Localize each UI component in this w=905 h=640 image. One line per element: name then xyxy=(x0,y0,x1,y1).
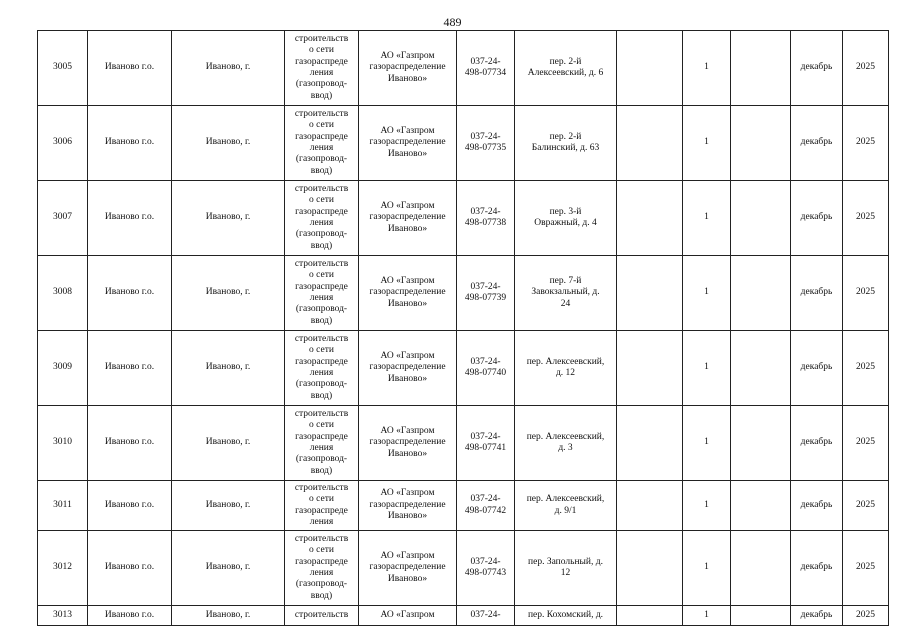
quantity-cell: 1 xyxy=(683,331,731,406)
organization-cell: АО «Газпром газораспределение Иваново» xyxy=(359,331,457,406)
row-number: 3006 xyxy=(38,106,88,181)
locality-cell: Иваново, г. xyxy=(172,256,285,331)
registry-code-cell: 037-24- 498-07743 xyxy=(457,531,515,606)
empty-cell xyxy=(617,256,683,331)
quantity-cell: 1 xyxy=(683,531,731,606)
locality-cell: Иваново, г. xyxy=(172,31,285,106)
quantity-cell: 1 xyxy=(683,181,731,256)
quantity-cell: 1 xyxy=(683,31,731,106)
empty-cell xyxy=(617,481,683,531)
registry-code-cell: 037-24- 498-07735 xyxy=(457,106,515,181)
year-cell: 2025 xyxy=(843,331,889,406)
empty-cell xyxy=(617,106,683,181)
work-type-cell: строительств о сети газораспреде ления xyxy=(285,481,359,531)
empty-cell xyxy=(617,181,683,256)
address-cell: пер. Алексеевский, д. 9/1 xyxy=(515,481,617,531)
work-type-cell: строительств xyxy=(285,606,359,626)
locality-cell: Иваново, г. xyxy=(172,606,285,626)
month-cell: декабрь xyxy=(791,331,843,406)
month-cell: декабрь xyxy=(791,256,843,331)
locality-cell: Иваново, г. xyxy=(172,531,285,606)
month-cell: декабрь xyxy=(791,31,843,106)
empty-cell xyxy=(731,181,791,256)
year-cell: 2025 xyxy=(843,481,889,531)
empty-cell xyxy=(617,606,683,626)
row-number: 3009 xyxy=(38,331,88,406)
month-cell: декабрь xyxy=(791,406,843,481)
empty-cell xyxy=(617,531,683,606)
table-row xyxy=(38,106,889,181)
quantity-cell: 1 xyxy=(683,481,731,531)
organization-cell: АО «Газпром газораспределение Иваново» xyxy=(359,106,457,181)
row-number: 3013 xyxy=(38,606,88,626)
registry-code-cell: 037-24- 498-07741 xyxy=(457,406,515,481)
address-cell: пер. Запольный, д. 12 xyxy=(515,531,617,606)
organization-cell: АО «Газпром газораспределение Иваново» xyxy=(359,531,457,606)
year-cell: 2025 xyxy=(843,531,889,606)
year-cell: 2025 xyxy=(843,31,889,106)
quantity-cell: 1 xyxy=(683,106,731,181)
empty-cell xyxy=(731,331,791,406)
organization-cell: АО «Газпром газораспределение Иваново» xyxy=(359,181,457,256)
address-cell: пер. Алексеевский, д. 3 xyxy=(515,406,617,481)
page-number: 489 xyxy=(443,15,462,29)
locality-cell: Иваново, г. xyxy=(172,331,285,406)
address-cell: пер. 7-й Завокзальный, д. 24 xyxy=(515,256,617,331)
quantity-cell: 1 xyxy=(683,606,731,626)
table-row xyxy=(38,481,889,531)
address-cell: пер. Алексеевский, д. 12 xyxy=(515,331,617,406)
empty-cell xyxy=(731,606,791,626)
month-cell: декабрь xyxy=(791,531,843,606)
district-cell: Иваново г.о. xyxy=(88,106,172,181)
district-cell: Иваново г.о. xyxy=(88,256,172,331)
district-cell: Иваново г.о. xyxy=(88,331,172,406)
empty-cell xyxy=(617,406,683,481)
table-row xyxy=(38,531,889,606)
registry-code-cell: 037-24- xyxy=(457,606,515,626)
address-cell: пер. 2-й Балинский, д. 63 xyxy=(515,106,617,181)
work-type-cell: строительств о сети газораспреде ления (газопровод- ввод) xyxy=(285,331,359,406)
data-table xyxy=(37,30,889,626)
month-cell: декабрь xyxy=(791,481,843,531)
table-row xyxy=(38,606,889,626)
registry-code-cell: 037-24- 498-07734 xyxy=(457,31,515,106)
work-type-cell: строительств о сети газораспреде ления (газопровод- ввод) xyxy=(285,181,359,256)
table-row xyxy=(38,406,889,481)
work-type-cell: строительств о сети газораспреде ления (газопровод- ввод) xyxy=(285,256,359,331)
address-cell: пер. 3-й Овражный, д. 4 xyxy=(515,181,617,256)
work-type-cell: строительств о сети газораспреде ления (газопровод- ввод) xyxy=(285,406,359,481)
registry-code-cell: 037-24- 498-07739 xyxy=(457,256,515,331)
empty-cell xyxy=(617,331,683,406)
row-number: 3005 xyxy=(38,31,88,106)
year-cell: 2025 xyxy=(843,406,889,481)
registry-code-cell: 037-24- 498-07740 xyxy=(457,331,515,406)
table-row xyxy=(38,181,889,256)
quantity-cell: 1 xyxy=(683,406,731,481)
organization-cell: АО «Газпром газораспределение Иваново» xyxy=(359,31,457,106)
organization-cell: АО «Газпром xyxy=(359,606,457,626)
empty-cell xyxy=(731,31,791,106)
organization-cell: АО «Газпром газораспределение Иваново» xyxy=(359,481,457,531)
row-number: 3007 xyxy=(38,181,88,256)
empty-cell xyxy=(617,31,683,106)
registry-code-cell: 037-24- 498-07738 xyxy=(457,181,515,256)
empty-cell xyxy=(731,531,791,606)
quantity-cell: 1 xyxy=(683,256,731,331)
work-type-cell: строительств о сети газораспреде ления (газопровод- ввод) xyxy=(285,106,359,181)
row-number: 3012 xyxy=(38,531,88,606)
empty-cell xyxy=(731,481,791,531)
district-cell: Иваново г.о. xyxy=(88,531,172,606)
row-number: 3011 xyxy=(38,481,88,531)
address-cell: пер. 2-й Алексеевский, д. 6 xyxy=(515,31,617,106)
district-cell: Иваново г.о. xyxy=(88,606,172,626)
year-cell: 2025 xyxy=(843,256,889,331)
table-row xyxy=(38,31,889,106)
locality-cell: Иваново, г. xyxy=(172,406,285,481)
locality-cell: Иваново, г. xyxy=(172,481,285,531)
table-row xyxy=(38,256,889,331)
address-cell: пер. Кохомский, д. xyxy=(515,606,617,626)
organization-cell: АО «Газпром газораспределение Иваново» xyxy=(359,256,457,331)
locality-cell: Иваново, г. xyxy=(172,106,285,181)
year-cell: 2025 xyxy=(843,106,889,181)
empty-cell xyxy=(731,256,791,331)
district-cell: Иваново г.о. xyxy=(88,406,172,481)
year-cell: 2025 xyxy=(843,181,889,256)
district-cell: Иваново г.о. xyxy=(88,31,172,106)
district-cell: Иваново г.о. xyxy=(88,181,172,256)
row-number: 3010 xyxy=(38,406,88,481)
year-cell: 2025 xyxy=(843,606,889,626)
month-cell: декабрь xyxy=(791,181,843,256)
work-type-cell: строительств о сети газораспреде ления (газопровод- ввод) xyxy=(285,31,359,106)
locality-cell: Иваново, г. xyxy=(172,181,285,256)
row-number: 3008 xyxy=(38,256,88,331)
work-type-cell: строительств о сети газораспреде ления (газопровод- ввод) xyxy=(285,531,359,606)
empty-cell xyxy=(731,406,791,481)
month-cell: декабрь xyxy=(791,606,843,626)
empty-cell xyxy=(731,106,791,181)
registry-code-cell: 037-24- 498-07742 xyxy=(457,481,515,531)
month-cell: декабрь xyxy=(791,106,843,181)
table-row xyxy=(38,331,889,406)
district-cell: Иваново г.о. xyxy=(88,481,172,531)
organization-cell: АО «Газпром газораспределение Иваново» xyxy=(359,406,457,481)
